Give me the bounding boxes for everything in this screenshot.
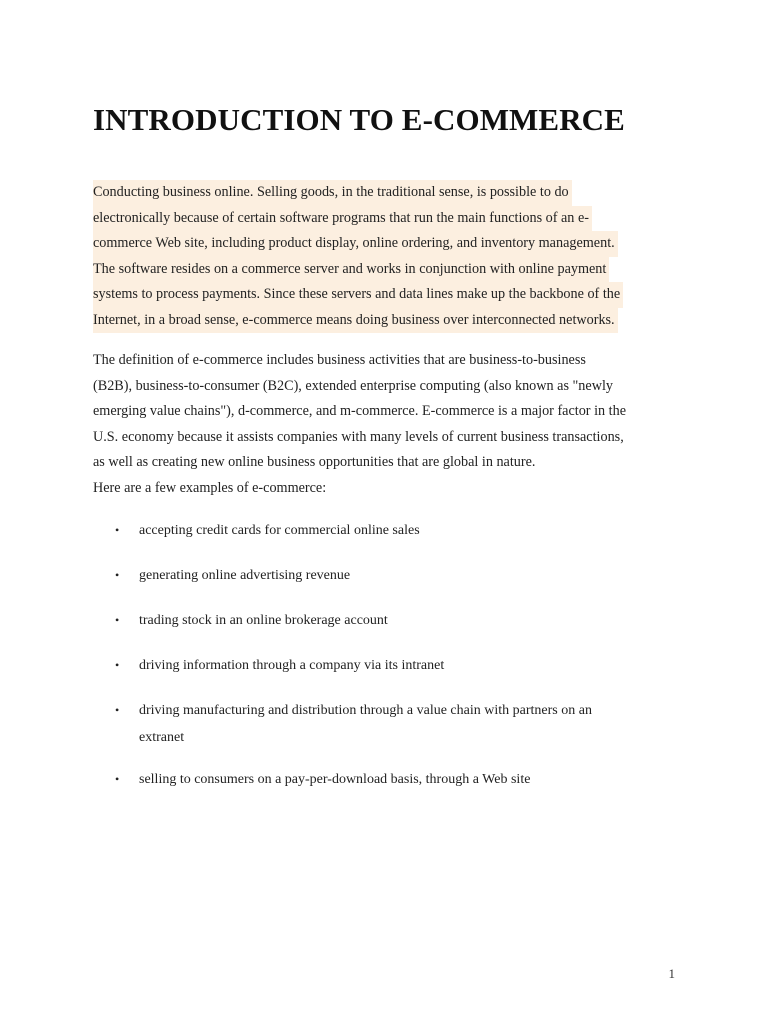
list-item-text: extranet: [139, 730, 185, 745]
examples-intro-line: Here are a few examples of e-commerce:: [93, 479, 327, 496]
highlighted-paragraph-line: Conducting business online. Selling goods, in the traditional sense, is possible to do: [93, 180, 572, 206]
bullet-icon: •: [115, 703, 120, 717]
definition-paragraph-line: (B2B), business-to-consumer (B2C), extended enterprise computing (also known as "newly: [93, 377, 613, 394]
list-item: [112, 697, 692, 751]
definition-paragraph-line: as well as creating new online business opportunities that are global in nature.: [93, 454, 536, 470]
highlighted-paragraph-line: The software resides on a commerce server and works in conjunction with online payment: [93, 257, 609, 283]
bullet-icon: •: [115, 772, 120, 786]
list-item: [112, 652, 692, 679]
bullet-icon: •: [115, 568, 120, 582]
list-item: [112, 766, 692, 793]
list-item-text: selling to consumers on a pay-per-download basis, through a Web site: [139, 772, 531, 787]
bullet-icon: •: [115, 523, 120, 537]
highlighted-paragraph-line: electronically because of certain software programs that run the main functions of an e-: [93, 206, 592, 232]
list-item: [112, 517, 692, 544]
list-item-text: trading stock in an online brokerage account: [139, 613, 388, 628]
bullet-icon: •: [115, 613, 120, 627]
definition-paragraph-line: U.S. economy because it assists companies with many levels of current business transactions,: [93, 428, 624, 445]
list-item-text: driving information through a company via its intranet: [139, 658, 445, 673]
page-title: INTRODUCTION TO E-COMMERCE: [93, 102, 625, 137]
highlighted-paragraph-line: Internet, in a broad sense, e-commerce means doing business over interconnected networks.: [93, 308, 618, 334]
list-item-text: driving manufacturing and distribution through a value chain with partners on an: [139, 703, 592, 718]
bullet-icon: •: [115, 658, 120, 672]
list-item: [112, 607, 692, 634]
definition-paragraph: [93, 348, 693, 501]
page-number: 1: [668, 966, 675, 981]
list-item-text: accepting credit cards for commercial online sales: [139, 523, 420, 538]
highlighted-paragraph-line: systems to process payments. Since these servers and data lines make up the backbone of the: [93, 282, 623, 308]
highlighted-paragraph-line: commerce Web site, including product display, online ordering, and inventory management.: [93, 231, 618, 257]
list-item: [112, 562, 692, 589]
definition-paragraph-line: emerging value chains"), d-commerce, and m-commerce. E-commerce is a major factor in the: [93, 403, 626, 419]
definition-paragraph-line: The definition of e-commerce includes business activities that are business-to-business: [93, 352, 586, 368]
highlighted-paragraph: [93, 180, 693, 333]
examples-list: [112, 517, 692, 793]
list-item-text: generating online advertising revenue: [139, 568, 351, 583]
